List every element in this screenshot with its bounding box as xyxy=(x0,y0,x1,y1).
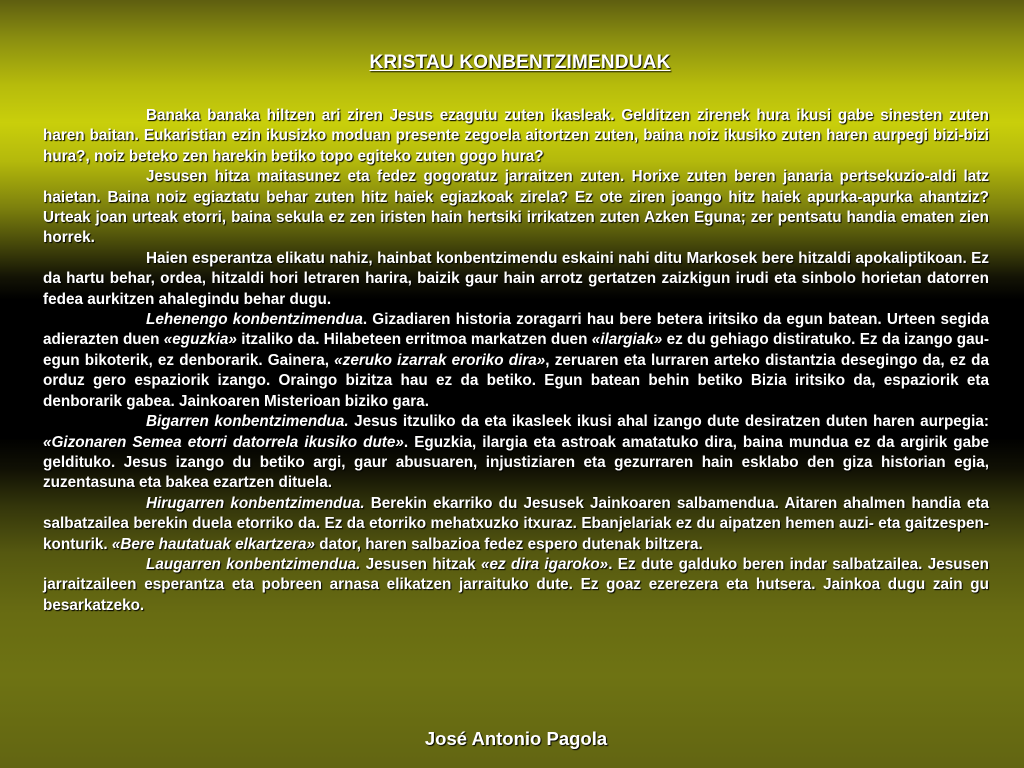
italic-run: «zeruko izarrak eroriko dira» xyxy=(334,351,546,369)
italic-run: «ilargiak» xyxy=(591,331,663,349)
text-run: Berekin ekarriko du Jesusek Jainkoaren salbamendua. Aitaren ahalmen handia eta salbatzailea berekin duela etorriko da. Ez da etorriko mehatxuzko itxuraz. Ebanjelariak ez du aipatzen hemen auzi- eta gaitzespen-konturik. xyxy=(43,494,990,553)
italic-run: Hirugarren konbentzimendua. xyxy=(146,494,365,512)
paragraph xyxy=(43,494,989,555)
text-run: dator, haren salbazioa fedez espero dutenak biltzera. xyxy=(315,535,703,553)
text-run: itzaliko da. Hilabeteen erritmoa markatzen duen xyxy=(236,331,592,349)
italic-run: Lehenengo konbentzimendua xyxy=(146,311,363,329)
paragraph xyxy=(43,310,989,412)
document-body xyxy=(43,106,989,616)
paragraph xyxy=(43,106,989,167)
text-run: . Ez dute galduko beren indar salbatzailea. Jesusen jarraitzaileen esperantza eta pobreen arnasa elikatzen jarraituko dute. Ez goaz ezerezera eta hutsera. Jainkoa dugu zain gu besarkatzeko. xyxy=(43,555,989,614)
text-run: Jesus itzuliko da eta ikasleek ikusi ahal izango dute desiratzen duten haren aurpegia: xyxy=(348,413,990,431)
text-run: Banaka banaka hiltzen ari ziren Jesus ezagutu zuten ikasleak. Gelditzen zirenek hura ikusi gabe sinesten zuten haren baitan. Eukaristian ezin ikusizko moduan presente zegoela aitortzen zuten, baina noiz ikusiko zuten haren aurpegi bizi-bizi hura?, noiz beteko zen harekin betiko topo egiteko zuten gogo hura? xyxy=(43,107,989,165)
italic-run: «ez dira igaroko» xyxy=(481,555,609,573)
italic-run: «eguzkia» xyxy=(163,331,237,349)
text-run: Jesusen hitzak xyxy=(360,555,482,573)
paragraph xyxy=(43,167,989,249)
text-run: , zeruaren eta lurraren arteko distantzia desegingo da, ez da orduz gero espaziorik izango. Oraingo bizitza hau ez da betiko. Egun batean behin betiko Bizia iritsiko da, espaziorik eta denborarik gabea. Jainkoaren Misterioan biziko gara. xyxy=(43,351,989,410)
paragraph xyxy=(43,555,989,616)
paragraph xyxy=(43,412,989,494)
text-run: . Gizadiaren historia zoragarri hau bere betera iritsiko da egun batean. Urteen segida adierazten duen xyxy=(43,311,989,349)
italic-run: «Bere hautatuak elkartzera» xyxy=(111,535,316,553)
text-run: . Eguzkia, ilargia eta astroak amatatuko dira, baina mundua ez da argirik gabe geldituko. Jesus izango du betiko argi, gaur abusuaren, injustiziaren eta gezurraren hain esklabo den giza historian egia, zuzentasuna eta bakea ezartzen dituela. xyxy=(43,433,989,492)
paragraph xyxy=(43,249,989,310)
italic-run: «Gizonaren Semea etorri datorrela ikusiko dute» xyxy=(43,433,404,451)
text-run: ez du gehiago distiratuko. Ez da izango gau-egun bikoterik, ez denborarik. Gainera, xyxy=(43,331,990,369)
document-title: KRISTAU KONBENTZIMENDUAK xyxy=(369,52,671,73)
italic-run: Bigarren konbentzimendua. xyxy=(146,413,349,431)
text-run: Jesusen hitza maitasunez eta fedez gogoratuz jarraitzen zuten. Horixe zuten beren janaria pertsekuzio-aldi latz haietan. Baina noiz egiaztatu behar zuten hitz haiek egiazkoak zirela? Ez ote ziren joango hitz haiek apurka-apurka ahantziz? Urteak joan urteak etorri, baina sekula ez zen iristen hain hertsiki irrikatzen zuten Azken Eguna; zer pentsatu handia ematen zien horrek. xyxy=(43,168,989,247)
text-run: Haien esperantza elikatu nahiz, hainbat konbentzimendu eskaini nahi ditu Markosek bere hitzaldi apokaliptikoan. Ez da hartu behar, ordea, hitzaldi hori letraren harira, baizik gaur hain arrotz gertatzen zaizkigun irudi eta sinbolo horietan datorren fedea aurkitzen ahalegindu behar dugu. xyxy=(43,249,989,308)
author-signature: José Antonio Pagola xyxy=(424,728,608,749)
italic-run: Laugarren konbentzimendua. xyxy=(146,555,361,573)
